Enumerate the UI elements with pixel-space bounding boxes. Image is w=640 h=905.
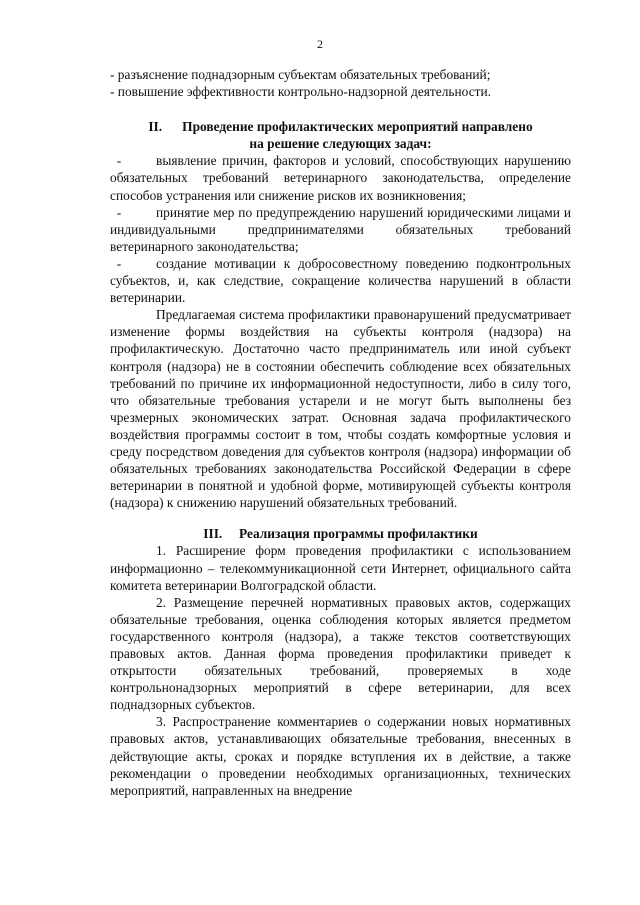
- section-2-heading: II. Проведение профилактических мероприятий направлено: [148, 119, 533, 135]
- task-item: [110, 255, 571, 306]
- section-2-heading-cont: на решение следующих задач:: [249, 136, 432, 152]
- intro-item: - разъяснение поднадзорным субъектам обязательных требований;: [110, 67, 491, 82]
- dash-marker: -: [110, 255, 122, 271]
- page-number: 2: [317, 37, 323, 51]
- task-item-text: создание мотивации к добросовестному поведению подконтрольных субъектов, и, как следствие, сокращение количества нарушений в области ветеринарии.: [110, 255, 571, 306]
- measure-item: 2. Размещение перечней нормативных правовых актов, содержащих обязательные требования, оценка соблюдения которых является предметом государственного контроля (надзора), а также текстов соответствующих правовых актов. Данная форма проведения профилактики приведет к открытости обязательных требований, проверяемых в ходе контрольнонадзорных мероприятий в сфере ветеринарии, для всех поднадзорных субъектов.: [110, 594, 571, 713]
- measure-item: 3. Распространение комментариев о содержании новых нормативных правовых актов, устанавливающих обязательные требования, внесенных в действующие акты, сроках и порядке вступления их в действие, а также рекомендации о проведении необходимых организационных, технических мероприятий, направленных на внедрение: [110, 714, 571, 798]
- section-3-heading: III. Реализация программы профилактики: [203, 526, 478, 542]
- task-item-text: принятие мер по предупреждению нарушений юридическими лицами и индивидуальными предпринимателями обязательных требований ветеринарного законодательства;: [110, 204, 571, 254]
- dash-marker: -: [110, 204, 122, 220]
- measure-item: 1. Расширение форм проведения профилактики с использованием информационно – телекоммуникационной сети Интернет, официального сайта комитета ветеринарии Волгоградской области.: [110, 543, 571, 593]
- dash-marker: -: [110, 153, 122, 169]
- task-item: [110, 152, 571, 203]
- task-item: [110, 204, 571, 255]
- document-body: [110, 66, 571, 799]
- intro-item: - повышение эффективности контрольно-надзорной деятельности.: [110, 84, 492, 100]
- task-item-text: выявление причин, факторов и условий, способствующих нарушению обязательных требований ветеринарного законодательства, определение способов устранения или снижение рисков их возникновения;: [110, 153, 571, 203]
- section-2-paragraph: Предлагаемая система профилактики правонарушений предусматривает изменение формы воздействия на субъекты контроля (надзора) на профилактическую. Достаточно часто предприниматель или иной субъект контроля (надзора) не в состоянии обеспечить соблюдение всех обязательных требований по причине их информационной недоступности, либо в силу того, что обязательные требования устарели и не могут быть выполнены без чрезмерных экономических затрат. Основная задача профилактического воздействия программы состоит в том, чтобы создать комфортные условия и среду посредством доведения для субъектов контроля (надзора) информации об обязательных требованиях законодательства Российской Федерации в сфере ветеринарии в понятной и удобной форме, мотивирующей субъекты контроля (надзора) к снижению нарушений обязательных требований.: [110, 307, 571, 511]
